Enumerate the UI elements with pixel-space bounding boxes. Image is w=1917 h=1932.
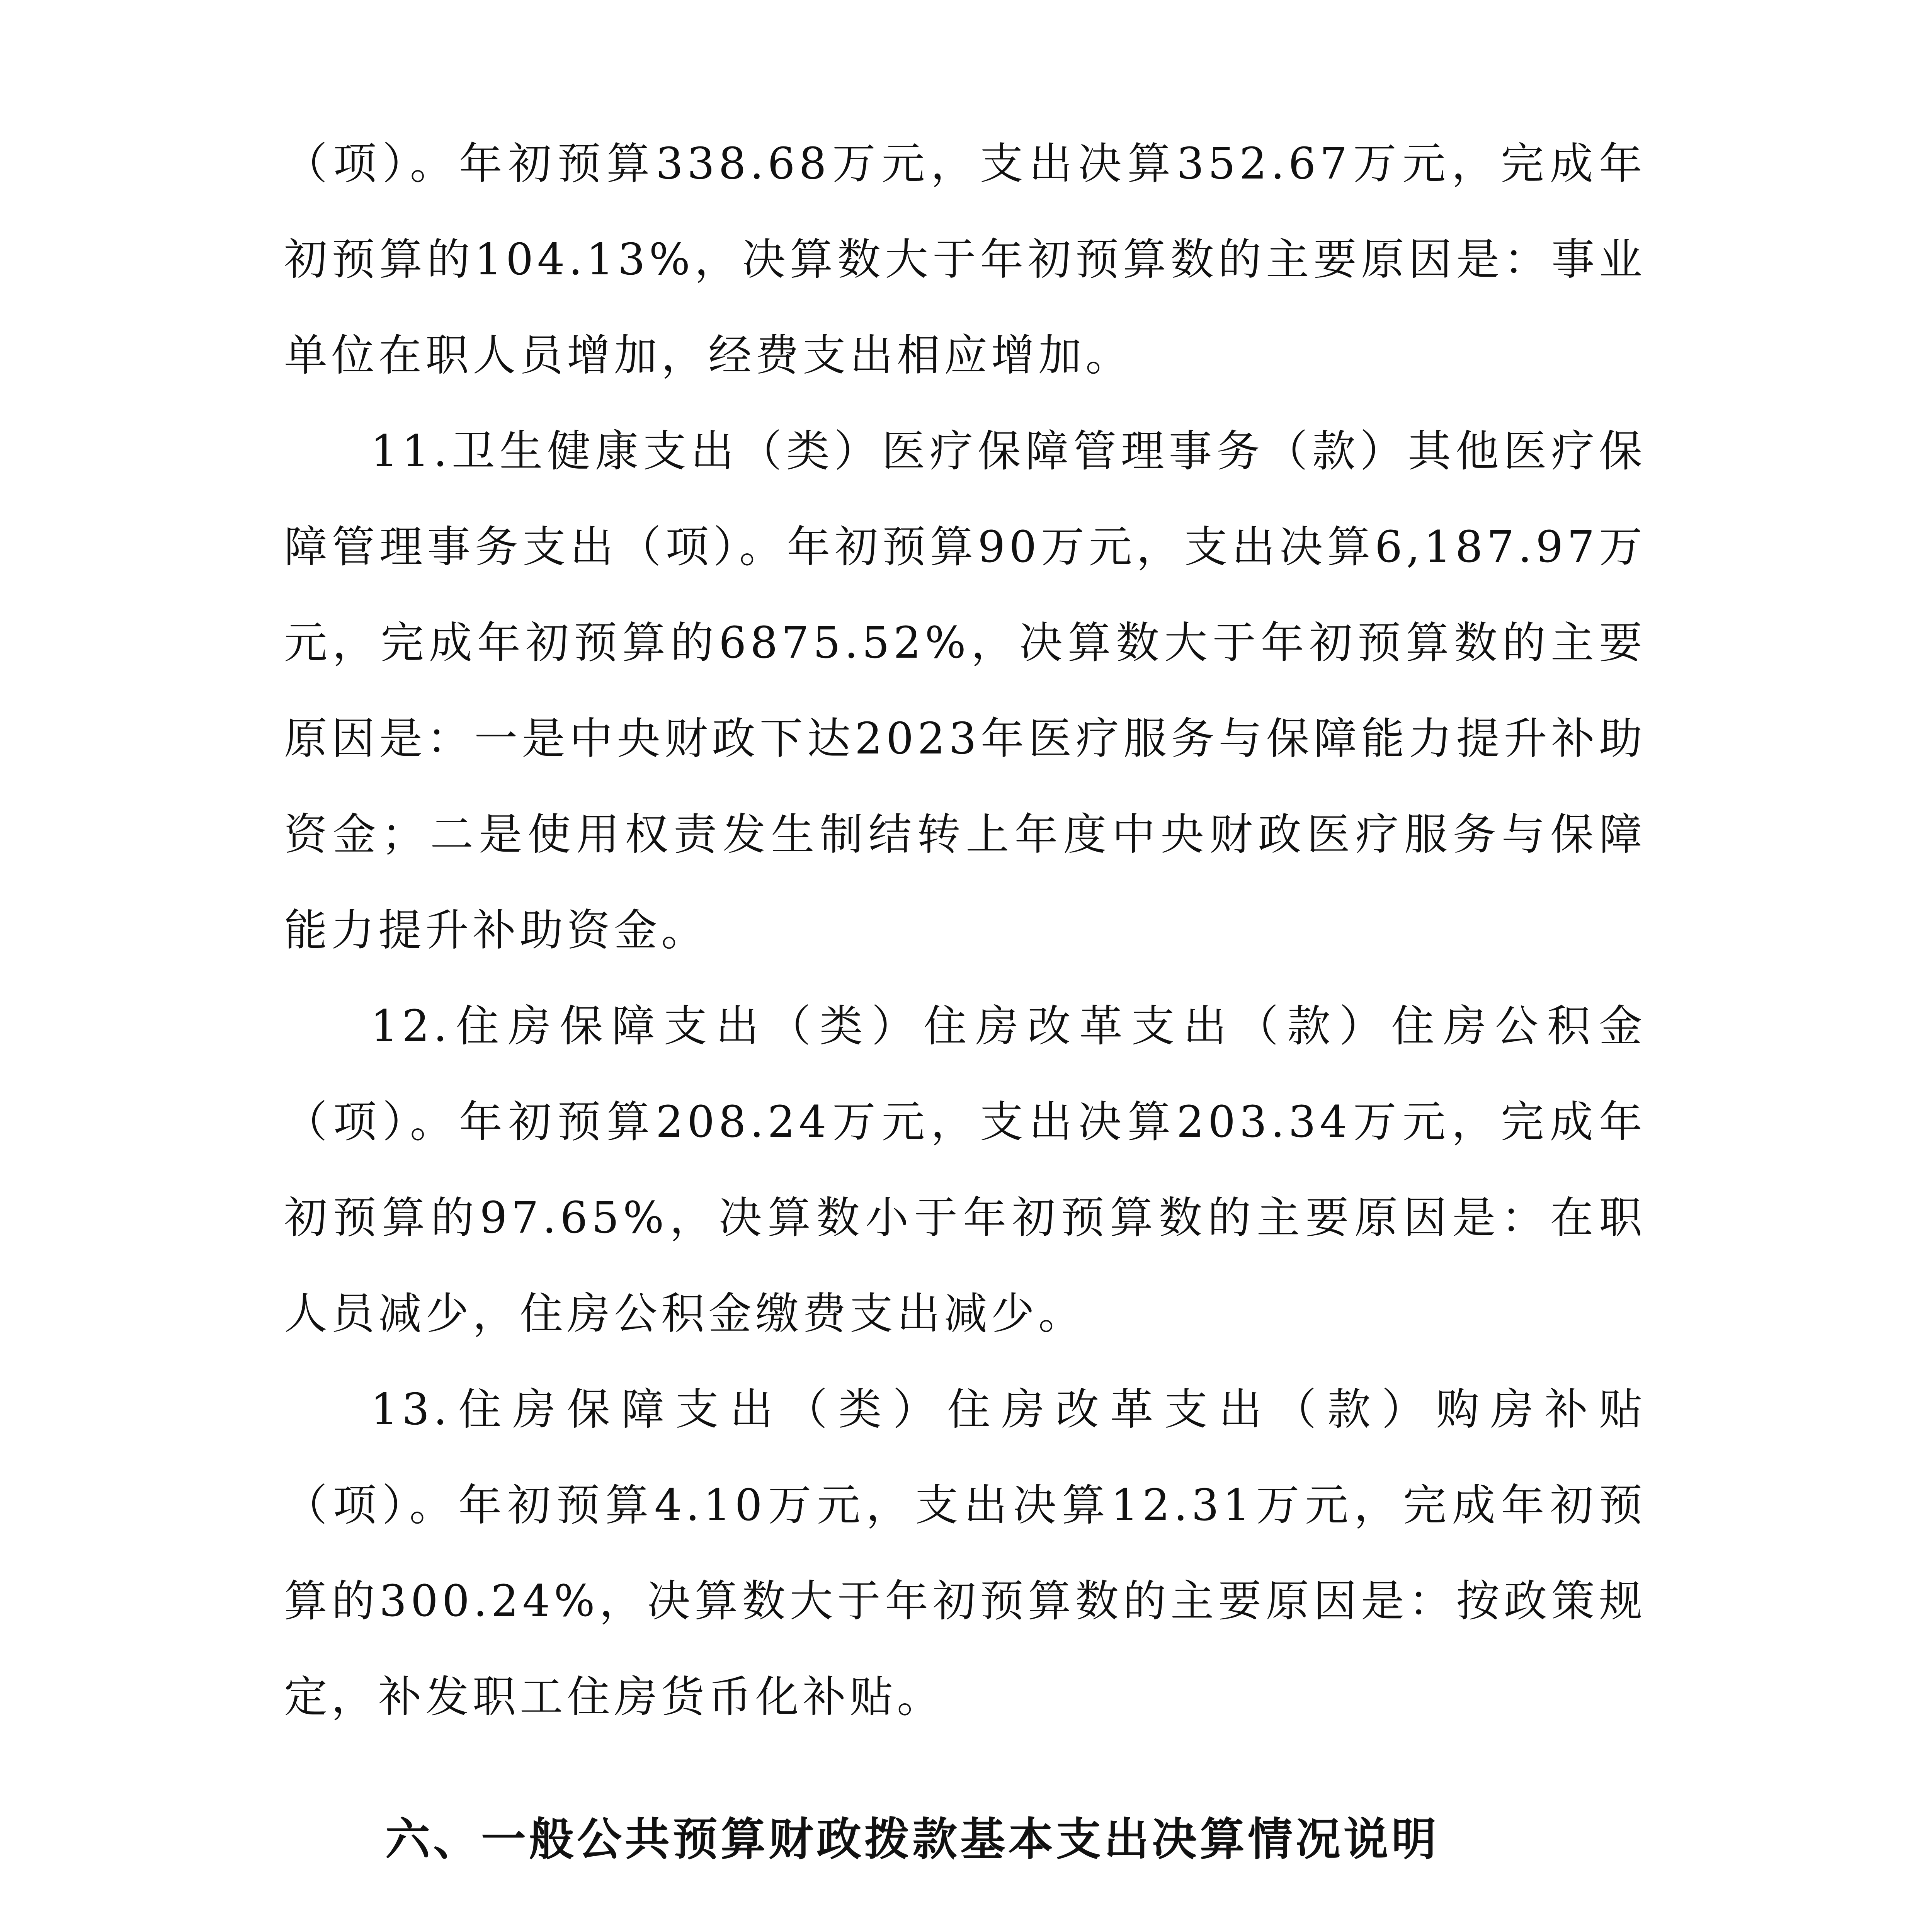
paragraph-basic-expenditure-summary [284, 1927, 1646, 1932]
paragraph-item-11: 11.卫生健康支出（类）医疗保障管理事务（款）其他医疗保障管理事务支出（项）。年初预算90万元，支出决算6,187.97万元，完成年初预算的6875.52%，决算数大于年初预算数的主要原因是：一是中央财政下达2023年医疗服务与保障能力提升补助资金；二是使用权责发生制结转上年度中央财政医疗服务与保障能力提升补助资金。 [284, 426, 1646, 956]
paragraph-item-10-continuation: （项）。年初预算338.68万元，支出决算352.67万元，完成年初预算的104.13%，决算数大于年初预算数的主要原因是：事业单位在职人员增加，经费支出相应增加。 [284, 139, 1646, 381]
section-heading: 六、一般公共预算财政拨款基本支出决算情况说明 [385, 1813, 1439, 1866]
paragraph-item-12: 12.住房保障支出（类）住房改革支出（款）住房公积金（项）。年初预算208.24万元，支出决算203.34万元，完成年初预算的97.65%，决算数小于年初预算数的主要原因是：在职人员减少，住房公积金缴费支出减少。 [284, 1001, 1646, 1339]
paragraph-item-13: 13.住房保障支出（类）住房改革支出（款）购房补贴（项）。年初预算4.10万元，支出决算12.31万元，完成年初预算的300.24%，决算数大于年初预算数的主要原因是：按政策规定，补发职工住房货币化补贴。 [284, 1384, 1646, 1722]
document-body [284, 116, 1646, 1932]
